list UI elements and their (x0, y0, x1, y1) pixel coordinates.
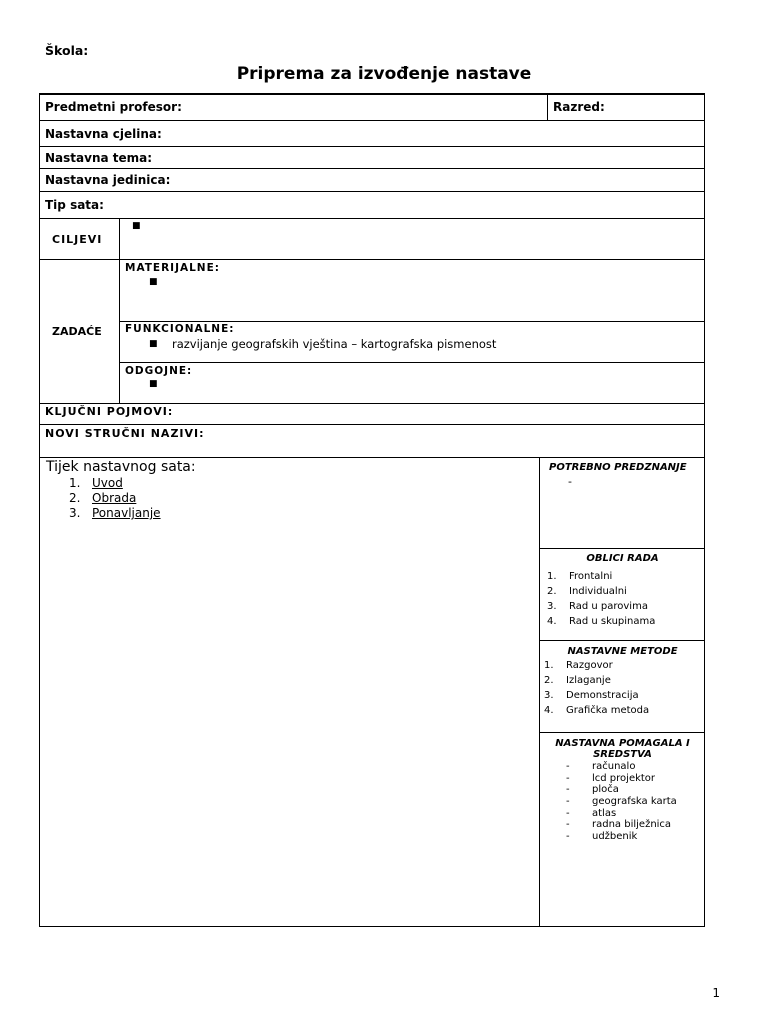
methods-list (544, 660, 650, 720)
tasks-label: ZADAĆE (52, 325, 102, 338)
prerequisites-heading: POTREBNO PREDZNANJE (549, 462, 687, 473)
list-item: 4. Grafička metoda (544, 705, 650, 716)
list-item: 1. Frontalni (547, 571, 613, 582)
functional-task-item: razvijanje geografskih vještina – kartografska pismenost (172, 337, 497, 351)
lesson-flow-heading: Tijek nastavnog sata: (46, 459, 196, 475)
school-label: Škola: (45, 43, 89, 58)
list-item: 4. Rad u skupinama (547, 616, 656, 627)
page-title: Priprema za izvođenje nastave (236, 64, 532, 84)
goals-bullet: ■ (132, 221, 141, 231)
work-forms-heading: OBLICI RADA (586, 553, 659, 564)
material-tasks-label: MATERIJALNE: (125, 262, 220, 274)
list-item: 1. Uvod (69, 476, 123, 490)
lesson-label: Nastavna jedinica: (45, 173, 171, 187)
list-item: 2. Izlaganje (544, 675, 611, 686)
list-item: 2. Obrada (69, 491, 137, 505)
educational-bullet: ■ (149, 379, 158, 389)
list-item: - ploča (566, 784, 619, 796)
list-item: 3. Rad u parovima (547, 601, 648, 612)
list-item: - radna bilježnica (566, 819, 672, 831)
functional-tasks-label: FUNKCIONALNE: (125, 323, 235, 335)
list-item: 3. Ponavljanje (69, 506, 161, 520)
material-bullet: ■ (149, 277, 158, 287)
goals-label: CILJEVI (52, 233, 103, 246)
list-item: 1. Razgovor (544, 660, 613, 671)
teaching-aids-heading-line2: SREDSTVA (593, 749, 652, 760)
list-item: - geografska karta (566, 796, 677, 808)
new-terms-label: NOVI STRUČNI NAZIVI: (45, 427, 205, 440)
educational-tasks-label: ODGOJNE: (125, 365, 193, 377)
teaching-aids-list (566, 761, 677, 843)
teacher-label: Predmetni profesor: (45, 100, 182, 114)
teaching-aids-heading: NASTAVNA POMAGALA I (555, 738, 690, 749)
class-label: Razred: (553, 100, 605, 114)
list-item: - atlas (566, 807, 617, 819)
list-item: - lcd projektor (566, 772, 656, 784)
lesson-type-label: Tip sata: (45, 198, 104, 212)
functional-bullet: ■ (149, 339, 158, 349)
page-number: 1 (712, 986, 720, 1000)
list-item: - udžbenik (566, 831, 638, 843)
topic-label: Nastavna tema: (45, 151, 153, 165)
list-item: 2. Individualni (547, 586, 627, 597)
list-item: - računalo (566, 761, 636, 772)
unit-label: Nastavna cjelina: (45, 127, 162, 141)
lesson-steps-list (69, 476, 161, 521)
key-concepts-label: KLJUČNI POJMOVI: (45, 405, 174, 418)
list-item: 3. Demonstracija (544, 690, 639, 701)
prerequisites-item: - (568, 475, 572, 488)
methods-heading: NASTAVNE METODE (567, 646, 678, 657)
work-forms-list (547, 571, 656, 631)
